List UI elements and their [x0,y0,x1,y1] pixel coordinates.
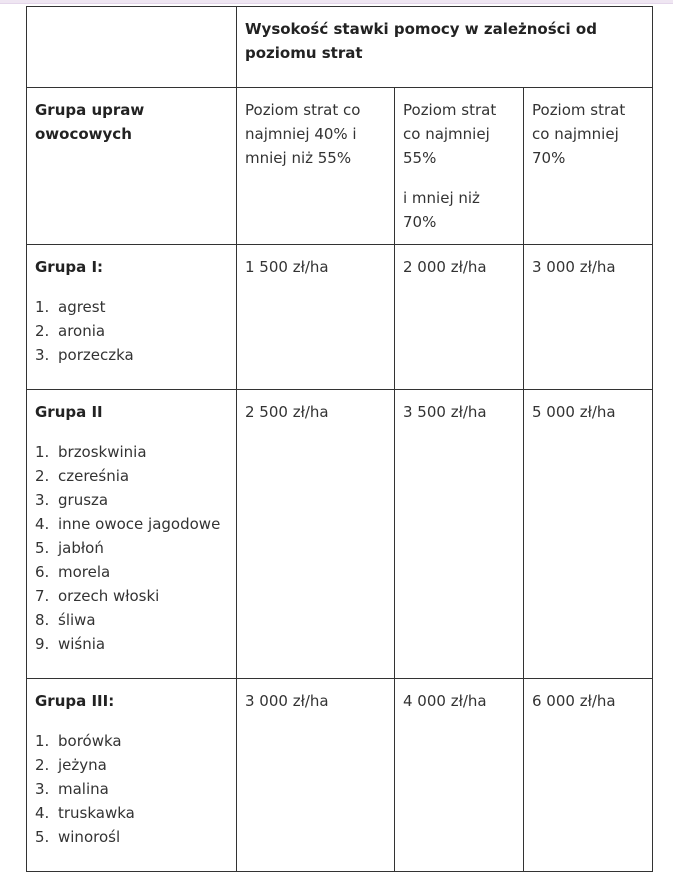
list-item [35,319,228,343]
crop-name: winorośl [58,828,121,846]
crop-name: wiśnia [58,635,106,653]
crop-name: orzech włoski [58,587,160,605]
list-number: 4. [35,804,50,822]
rate-cell: 2 500 zł/ha [237,390,395,679]
table-header-row [27,7,653,88]
list-number: 3. [35,491,50,509]
crop-name: porzeczka [58,346,134,364]
list-item [35,584,228,608]
crop-name: inne owoce jagodowe [58,515,221,533]
rate-cell: 3 500 zł/ha [395,390,524,679]
crop-list [35,440,228,656]
column-header-row [27,88,653,245]
list-number: 1. [35,298,50,316]
aid-rates-table [26,6,653,872]
list-number: 7. [35,587,50,605]
list-number: 8. [35,611,50,629]
rate-cell: 3 000 zł/ha [524,245,653,390]
list-item [35,488,228,512]
main-header-cell: Wysokość stawki pomocy w zależności od poziomu strat [237,7,653,88]
list-number: 1. [35,443,50,461]
list-number: 1. [35,732,50,750]
list-number: 2. [35,467,50,485]
crop-list [35,729,228,849]
group-title: Grupa I: [35,258,104,276]
list-number: 6. [35,563,50,581]
list-item [35,753,228,777]
list-number: 2. [35,756,50,774]
list-item [35,825,228,849]
rate-cell: 5 000 zł/ha [524,390,653,679]
crop-name: jeżyna [58,756,107,774]
rate-cell: 1 500 zł/ha [237,245,395,390]
list-item [35,801,228,825]
table-row [27,679,653,872]
crop-name: morela [58,563,111,581]
crop-name: brzoskwinia [58,443,147,461]
loss-level-text: Poziom strat co najmniej 40% i mniej niż 55% [245,101,361,167]
rate-cell: 6 000 zł/ha [524,679,653,872]
crop-name: grusza [58,491,109,509]
table-row [27,390,653,679]
table-row [27,245,653,390]
list-item [35,440,228,464]
list-item [35,536,228,560]
list-item [35,512,228,536]
list-number: 4. [35,515,50,533]
empty-corner-cell [27,7,237,88]
group-title: Grupa III: [35,692,115,710]
loss-level-text: Poziom strat co najmniej 55% [403,101,497,167]
crop-name: agrest [58,298,106,316]
group-title: Grupa II [35,403,103,421]
group-cell [27,245,237,390]
list-number: 3. [35,346,50,364]
list-item [35,729,228,753]
top-divider [0,0,673,4]
list-number: 5. [35,539,50,557]
crop-list [35,295,228,367]
rate-cell: 4 000 zł/ha [395,679,524,872]
crop-name: aronia [58,322,106,340]
loss-level-header-2 [395,88,524,245]
list-item [35,295,228,319]
list-number: 9. [35,635,50,653]
list-item [35,632,228,656]
crop-name: truskawka [58,804,135,822]
loss-level-extra-text: i mniej niż 70% [403,189,480,231]
list-item [35,343,228,367]
group-cell [27,390,237,679]
group-cell [27,679,237,872]
crop-name: borówka [58,732,122,750]
loss-level-header-3 [524,88,653,245]
list-item [35,464,228,488]
rate-cell: 2 000 zł/ha [395,245,524,390]
list-item [35,560,228,584]
list-number: 3. [35,780,50,798]
rate-cell: 3 000 zł/ha [237,679,395,872]
crop-name: jabłoń [58,539,104,557]
list-item [35,608,228,632]
crop-name: malina [58,780,109,798]
list-number: 2. [35,322,50,340]
crop-name: czereśnia [58,467,130,485]
group-column-header: Grupa upraw owocowych [27,88,237,245]
crop-name: śliwa [58,611,96,629]
loss-level-header-1 [237,88,395,245]
loss-level-text: Poziom strat co najmniej 70% [532,101,626,167]
list-item [35,777,228,801]
list-number: 5. [35,828,50,846]
